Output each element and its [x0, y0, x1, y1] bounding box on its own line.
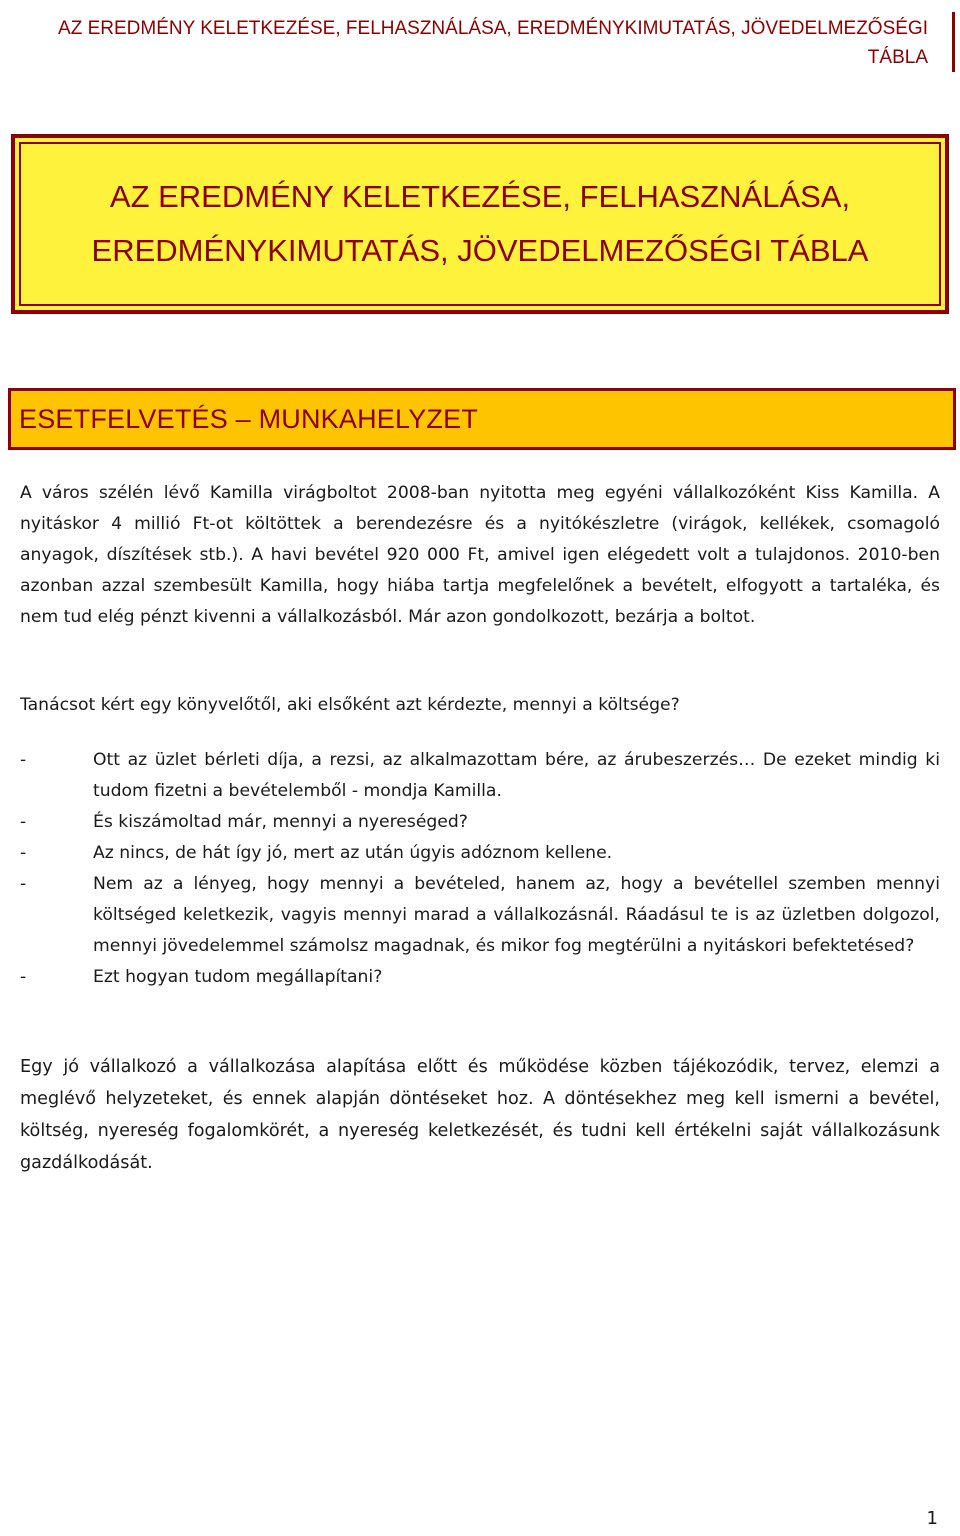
title-box-inner — [19, 142, 941, 306]
document-title — [92, 170, 869, 278]
dialog-line — [20, 962, 940, 993]
question-paragraph: Tanácsot kért egy könyvelőtől, aki elsőként azt kérdezte, mennyi a költsége? — [20, 695, 680, 715]
dialog-line — [20, 807, 940, 838]
dialog-line — [20, 838, 940, 869]
dialog-list — [20, 745, 940, 993]
title-line-1: AZ EREDMÉNY KELETKEZÉSE, FELHASZNÁLÁSA, — [109, 179, 851, 214]
dialog-text: Az nincs, de hát így jó, mert az után úgyis adóznom kellene. — [93, 843, 613, 863]
section-heading: ESETFELVETÉS – MUNKAHELYZET — [19, 403, 479, 434]
dialog-line — [20, 745, 940, 807]
title-box — [11, 134, 949, 314]
dialog-dash: - — [20, 843, 27, 863]
intro-paragraph: A város szélén lévő Kamilla virágboltot 2008-ban nyitotta meg egyéni vállalkozóként Kiss Kamilla. A nyitáskor 4 millió Ft-ot költöttek a berendezésre és a nyitókészletre (virágok, kellékek, csomagoló anyagok, díszítések stb.). A havi bevétel 920 000 Ft, amivel igen elégedett volt a tulajdonos. 2010-ben azonban azzal szembesült Kamilla, hogy hiába tartja megfelelőnek a bevételt, elfogyott a tartaléka, és nem tud elég pénzt kivenni a vállalkozásból. Már azon gondolkozott, bezárja a boltot. — [20, 483, 940, 627]
dialog-dash: - — [20, 750, 27, 770]
dialog-dash: - — [20, 812, 27, 832]
dialog-text: Nem az a lényeg, hogy mennyi a bevételed, hanem az, hogy a bevétellel szemben mennyi költséged keletkezik, vagyis mennyi marad a vállalkozásnál. Ráadásul te is az üzletben dolgozol, mennyi jövedelemmel számolsz magadnak, és mikor fog megtérülni a nyitáskori befektetésed? — [93, 874, 940, 956]
title-line-2: EREDMÉNYKIMUTATÁS, JÖVEDELMEZŐSÉGI TÁBLA — [91, 233, 869, 268]
dialog-text: Ott az üzlet bérleti díja, a rezsi, az alkalmazottam bére, az árubeszerzés… De ezeket mindig ki tudom fizetni a bevételemből - mondja Kamilla. — [93, 750, 940, 801]
dialog-dash: - — [20, 967, 27, 987]
running-header-rule — [952, 12, 955, 72]
dialog-dash: - — [20, 874, 27, 894]
section-heading-box — [8, 388, 956, 450]
page-number: 1 — [926, 1508, 938, 1529]
dialog-text: És kiszámoltad már, mennyi a nyereséged? — [93, 812, 468, 832]
dialog-text: Ezt hogyan tudom megállapítani? — [93, 967, 383, 987]
closing-paragraph: Egy jó vállalkozó a vállalkozása alapítása előtt és működése közben tájékozódik, tervez, elemzi a meglévő helyzeteket, és ennek alapján döntéseket hoz. A döntésekhez meg kell ismerni a bevétel, költség, nyereség fogalomkörét, a nyereség keletkezését, és tudni kell értékelni saját vállalkozásunk gazdálkodását. — [20, 1057, 940, 1173]
dialog-line — [20, 869, 940, 962]
running-header: AZ EREDMÉNY KELETKEZÉSE, FELHASZNÁLÁSA, EREDMÉNYKIMUTATÁS, JÖVEDELMEZŐSÉGI TÁBLA — [58, 18, 928, 68]
